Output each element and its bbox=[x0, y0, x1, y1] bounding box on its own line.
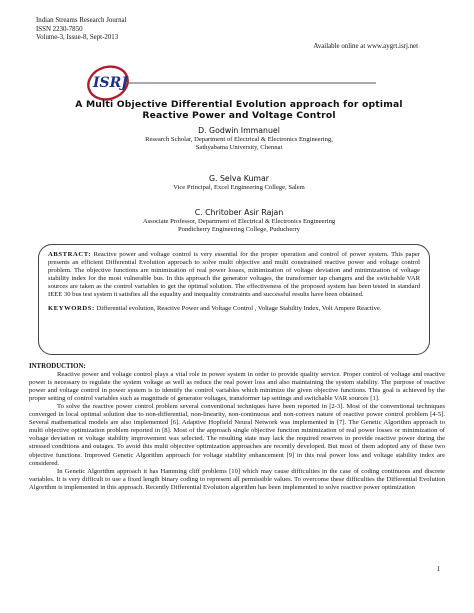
author-name: D. Godwin Immanuel bbox=[198, 126, 280, 135]
keywords-label: KEYWORDS: bbox=[48, 304, 95, 312]
abstract-paragraph bbox=[48, 251, 420, 300]
paper-title-line2: Reactive Power and Voltage Control bbox=[142, 110, 336, 122]
paper-title-line1: A Multi Objective Differential Evolution approach for optimal bbox=[75, 99, 403, 110]
keywords-paragraph bbox=[48, 305, 420, 313]
journal-issn: ISSN 2230-7850 bbox=[36, 25, 83, 33]
abstract-label: ABSTRACT: bbox=[48, 251, 92, 258]
author-block-2 bbox=[60, 174, 418, 192]
abstract-text: Reactive power and voltage control is very essential for the proper operation and control of power system. This paper presents an efficient Differential Evolution approach to solve multi objective and multi constrained reactive power and voltage control problem. The objective functions are minimization of real power losses, minimization of voltage deviation and minimization of voltage stability index for the most vulnerable bus. In this approach the generator voltages, the transformer tap changers and the switchable VAR sources are taken as the control variables to get the optimal solution. The effectiveness of the proposed system has been tested in standard IEEE 30 bus test system it satisfies all the equality and inequality constraints and successful results have been obtained. bbox=[48, 251, 420, 299]
author-affiliation: Sathyabama University, Chennai bbox=[195, 144, 283, 152]
journal-info bbox=[36, 17, 127, 43]
author-affiliation: Pondicherry Engineering College, Puducherry bbox=[178, 226, 300, 234]
introduction-section bbox=[29, 363, 445, 492]
author-affiliation: Associate Professor, Department of Electrical & Electronics Engineering bbox=[142, 218, 336, 225]
body-paragraph: To solve the reactive power control problem several conventional techniques have been reported in [2-3]. Most of the conventional techniques converged in local optimal solution due to non-differential, non-linearity, non-continuous and non-convex nature of reactive power control problem [4-5]. Several mathematical models are also implemented [6]. Adaptive Hopfield Neural Network was implemented in [7]. The Genetic Algorithm approach to multi objective optimization problem reported in [8]. Most of the approach single objective function minimization of real power losses or minimization of voltage deviation or voltage stability improvement was selected. The resulting state may lack the required reserves to provide reactive power during the stressed conditions and outages. To avoid this multi objective optimization approaches are recently developed. But most of them adopted any of these two objective functions. Improved Genetic Algorithm approach for voltage stability enhancement [9] in this real power loss and voltage stability index are considered. bbox=[29, 403, 445, 467]
body-paragraph: Reactive power and voltage control plays a vital role in power system in order to provide quality service. Proper control of voltage and reactive power is necessary to regulate the system voltage as well as reduce the real power loss and also maintaining the system stability. The purpose of reactive power and voltage control in power system is to identify the control variables which minimize the given objective functions. This goal is achieved by the proper setting of control variables such as magnitude of generator voltages, transformer tap settings and switchable VAR sources [1]. bbox=[29, 371, 445, 403]
online-availability: Available online at www.aygrt.isrj.net bbox=[313, 43, 418, 50]
abstract-box bbox=[38, 244, 430, 355]
logo-lettering: ISRJ bbox=[93, 75, 128, 91]
author-name: G. Selva Kumar bbox=[208, 174, 270, 183]
keywords-text: Differential evolution, Reactive Power and Voltage Control , Voltage Stability Index, Volt Ampere Reactive. bbox=[96, 304, 382, 312]
author-name: C. Chritober Asir Rajan bbox=[194, 208, 284, 217]
author-affiliation: Vice Principal, Excel Engineering College, Salem bbox=[173, 184, 305, 191]
journal-name: Indian Streams Research Journal bbox=[36, 17, 127, 24]
paper-title bbox=[60, 99, 418, 121]
page-number: 1 bbox=[436, 566, 440, 573]
author-block-3 bbox=[60, 208, 418, 234]
body-paragraph: In Genetic Algorithm approach it has Hamming cliff problems [10] which may cause difficulties in the case of coding continuous and discrete variables. It is very difficult to use a fixed length binary coding to represent all permissible values. To overcome these difficulties the Differential Evolution Algorithm is implemented in this approach. Recently Differential Evolution algorithm has been implemented to solve reactive power optimization bbox=[29, 467, 445, 491]
journal-volume: Volume-3, Issue-8, Sept-2013 bbox=[36, 34, 119, 42]
introduction-heading: INTRODUCTION: bbox=[29, 363, 86, 370]
author-affiliation: Research Scholar, Department of Electrical & Electronics Engineering, bbox=[145, 136, 333, 143]
author-block-1 bbox=[60, 126, 418, 152]
